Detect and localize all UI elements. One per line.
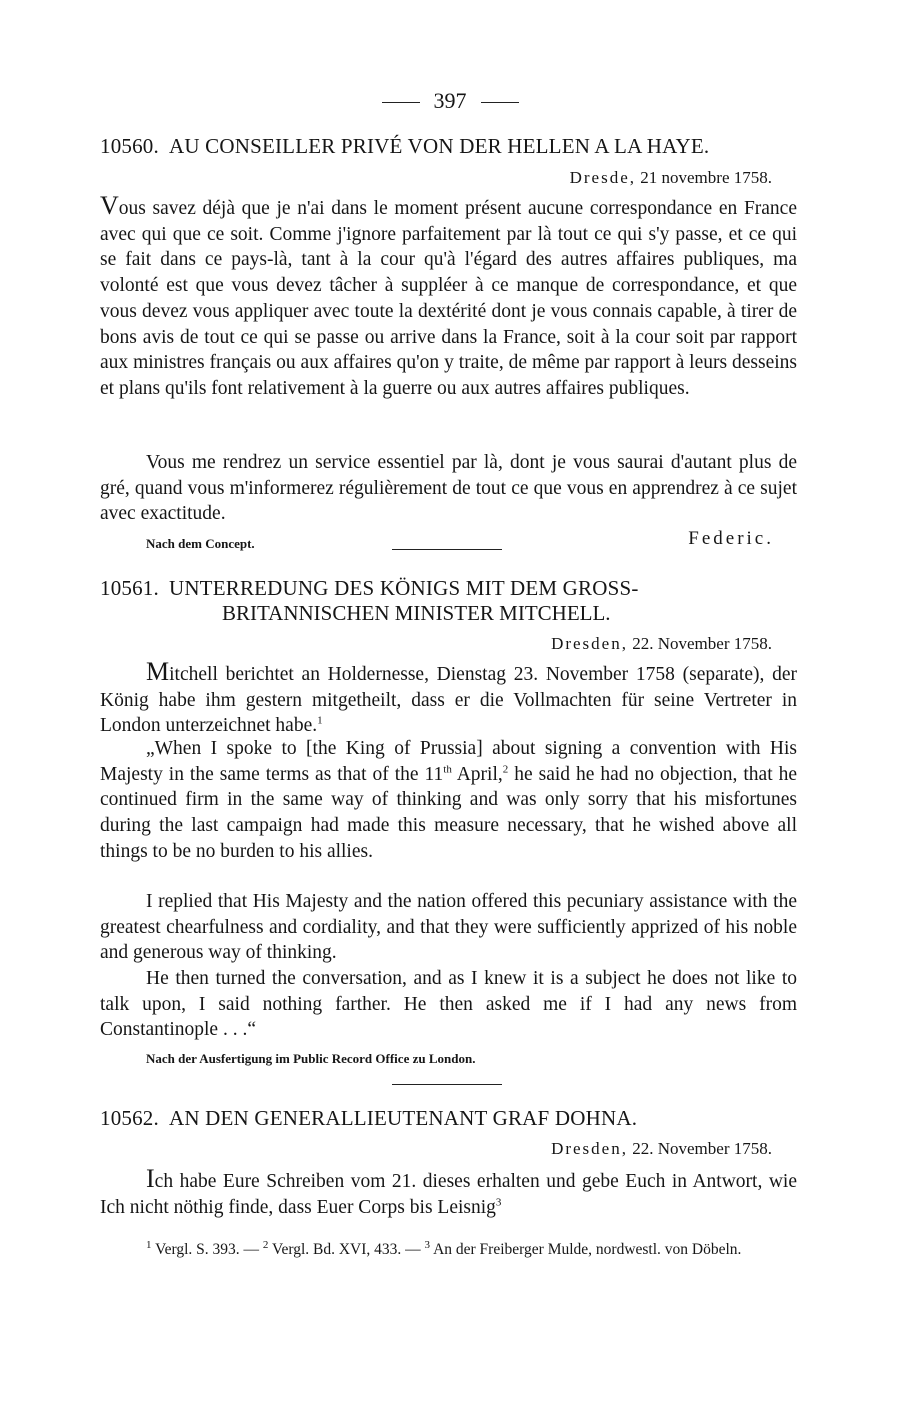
letter-number: 10560. <box>100 134 159 158</box>
initial-letter: I <box>146 1164 155 1193</box>
letter-number: 10562. <box>100 1106 159 1130</box>
letter-heading <box>100 576 800 601</box>
ordinal-suffix: th <box>443 763 452 776</box>
date-value: 21 novembre 1758. <box>640 168 772 187</box>
page-number-dash-right <box>481 102 519 103</box>
source-note: Nach dem Concept. <box>146 536 255 551</box>
initial-letter: V <box>100 191 119 220</box>
letter-paragraph <box>100 889 797 966</box>
footnote-ref[interactable]: 3 <box>495 1196 502 1209</box>
source-note: Nach der Ausfertigung im Public Record Office zu London. <box>146 1051 476 1066</box>
paragraph-text: „When I spoke to [the King of Prussia] about signing a convention with His Majesty in the same terms as that of the 11 <box>100 738 797 785</box>
page-number-line <box>0 88 900 114</box>
letter-paragraph <box>100 193 797 402</box>
footnotes <box>100 1238 797 1262</box>
letter-title: UNTERREDUNG DES KÖNIGS MIT DEM GROSS- <box>168 576 639 600</box>
paragraph-text: ous savez déjà que je n'ai dans le moment présent aucune correspondance en France avec qui que ce soit. Comme j'ignore parfaitement par là tout ce qui s'y passe, et ce qui se fait dans ce pays-là, tant à la cour qu'à l'égard des autres affaires publiques, ma volonté est que vous devez tâcher à suppléer à ce manque de correspondance, et que vous devez vous appliquer avec toute la dextérité dont je vous connais capable, à tirer de bons avis de tout ce qui se passe ou arrive dans la France, soit à la cour soit par rapport aux ministres français ou aux affaires qu'on y traite, de même par rapport à leurs desseins et plans qu'ils font relativement à la guerre ou aux autres affaires publiques. <box>100 198 797 399</box>
letter-paragraph <box>100 659 797 739</box>
letter-paragraph <box>100 736 797 865</box>
footnote-text: Vergl. S. 393. — <box>151 1241 263 1258</box>
separator-rule <box>392 549 502 550</box>
date-place: Dresde, <box>569 168 637 187</box>
paragraph-text: he said he had no objection, that he continued firm in the same way of thinking and was only sorry that his misfortunes during the last campaign had made this measure necessary, that he wished above all things to be no burden to his allies. <box>100 763 797 862</box>
paragraph-text: Vous me rendrez un service essentiel par là, dont je vous saurai d'autant plus de gré, quand vous m'informerez régulièrement de tout ce que vous en apprendrez à ce sujet avec exactitude. <box>100 452 797 525</box>
letter-heading <box>100 1106 800 1131</box>
date-value: 22. November 1758. <box>632 1139 772 1158</box>
paragraph-text: ch habe Eure Schreiben vom 21. dieses erhalten und gebe Euch in Antwort, wie Ich nicht nöthig finde, dass Euer Corps bis Leisnig <box>100 1171 797 1218</box>
footnote-number: 1 <box>146 1238 152 1251</box>
footnote-ref[interactable]: 1 <box>317 714 323 727</box>
letter-paragraph <box>100 966 797 1043</box>
footnote-text: An der Freiberger Mulde, nordwestl. von Döbeln. <box>430 1241 742 1258</box>
letter-title: AU CONSEILLER PRIVÉ VON DER HELLEN A LA HAYE. <box>168 134 710 158</box>
separator-rule <box>392 1084 502 1085</box>
date-value: 22. November 1758. <box>632 634 772 653</box>
letter-date <box>551 634 772 654</box>
date-place: Dresden, <box>551 1139 628 1158</box>
paragraph-text: He then turned the conversation, and as I knew it is a subject he does not like to talk upon, I said nothing farther. He then asked me if I had any news from Constantinople . . .“ <box>100 968 797 1041</box>
letter-date <box>570 168 772 188</box>
letter-heading <box>100 134 800 159</box>
footnote-text: Vergl. Bd. XVI, 433. — <box>268 1241 425 1258</box>
footnote-ref[interactable]: 2 <box>502 763 509 776</box>
letter-paragraph <box>100 450 797 527</box>
footnote-number: 2 <box>262 1238 269 1251</box>
letter-title: AN DEN GENERALLIEUTENANT GRAF DOHNA. <box>168 1106 638 1130</box>
paragraph-text: April, <box>451 763 503 785</box>
letter-date <box>551 1139 772 1159</box>
initial-letter: M <box>146 657 170 686</box>
paragraph-text: I replied that His Majesty and the nation offered this pecuniary assistance with the greatest chearfulness and cordiality, and that they were sufficiently apprized of his noble and generous way of thinking. <box>100 891 797 964</box>
signature: Federic. <box>688 528 774 549</box>
footnote-number: 3 <box>424 1238 431 1251</box>
letter-paragraph <box>100 1166 797 1220</box>
letter-number: 10561. <box>100 576 159 600</box>
paragraph-text: itchell berichtet an Holdernesse, Dienstag 23. November 1758 (separate), der König habe ihm gestern mitgetheilt, dass er die Vollmachten für seine Vertreter in London unterzeichnet habe. <box>100 664 797 737</box>
letter-title-continued: BRITANNISCHEN MINISTER MITCHELL. <box>222 601 611 625</box>
page-number-dash-left <box>382 102 420 103</box>
page-number: 397 <box>433 88 467 113</box>
date-place: Dresden, <box>551 634 628 653</box>
